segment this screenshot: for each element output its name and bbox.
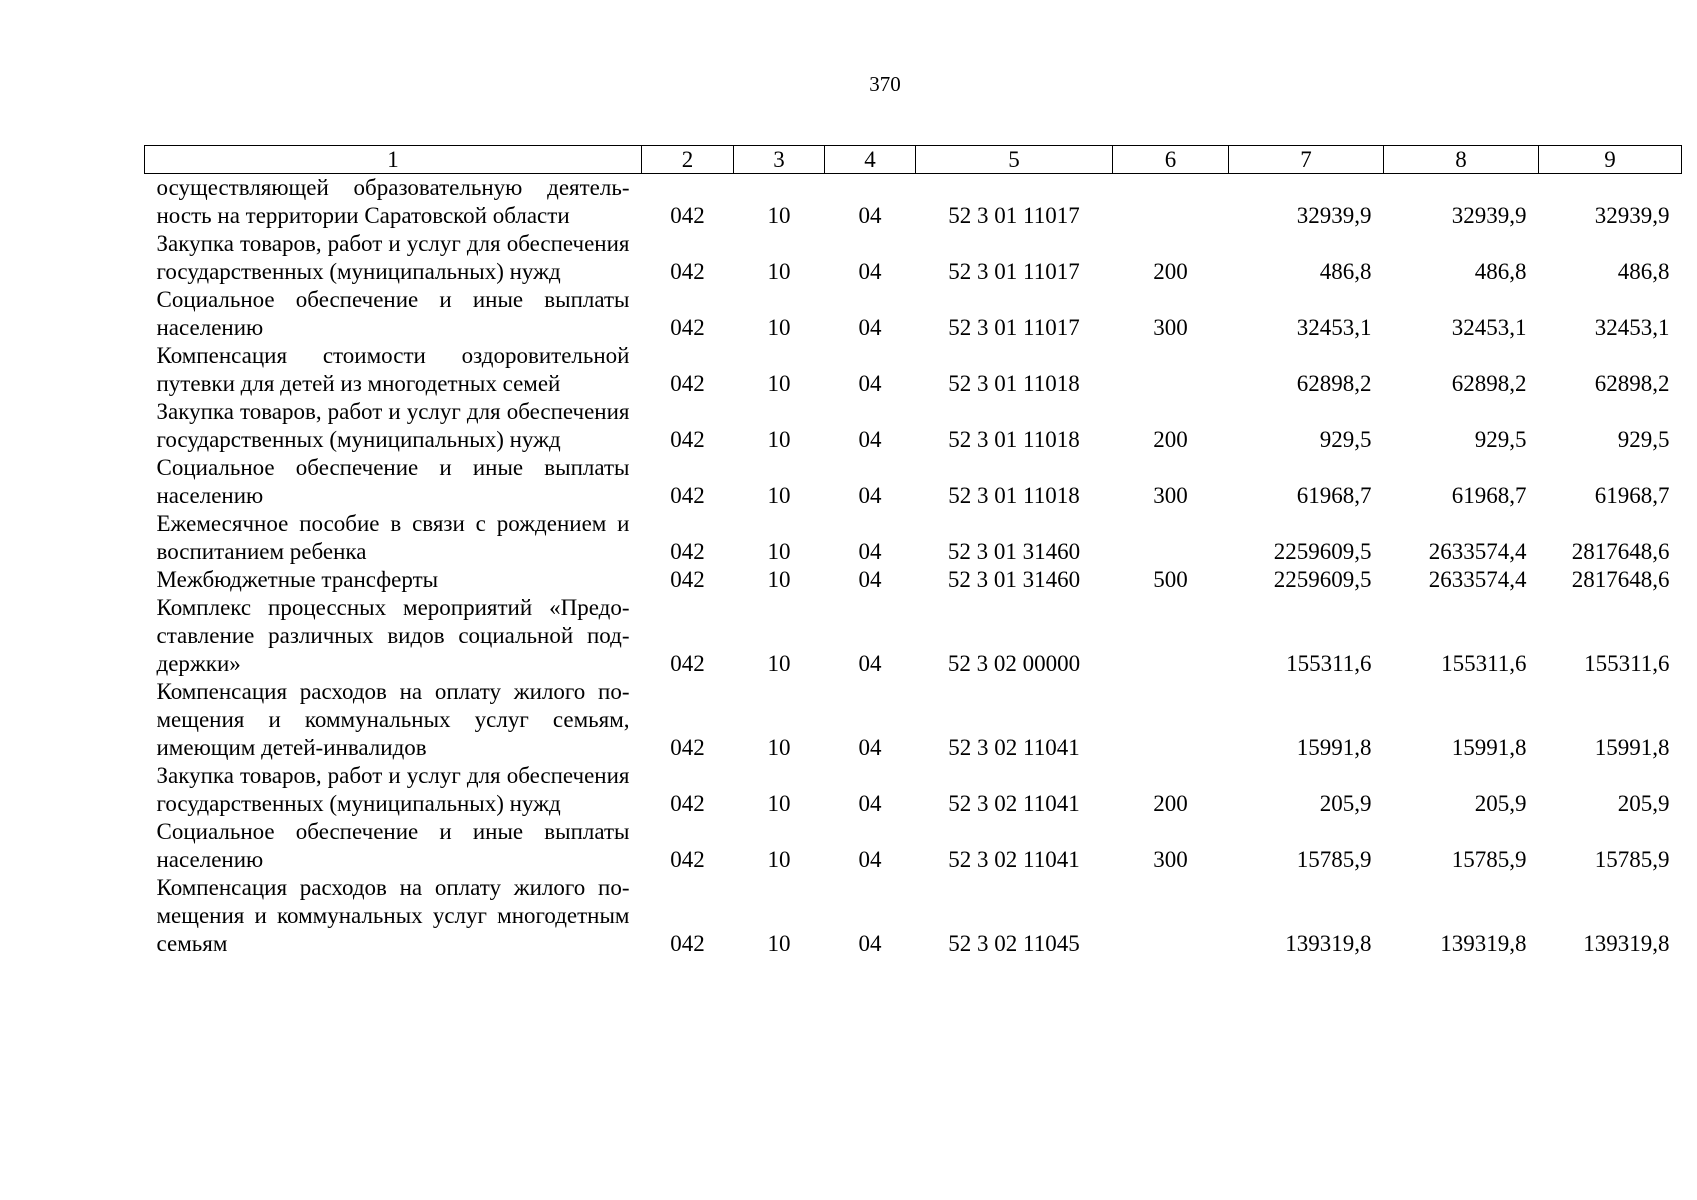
row-section-code: 10 xyxy=(767,791,791,816)
row-target-article: 52 3 01 11017 xyxy=(948,259,1080,284)
row-amount-year-3: 929,5 xyxy=(1617,427,1670,452)
row-amount-year-3: 61968,7 xyxy=(1594,483,1670,508)
row-target-article: 52 3 02 11041 xyxy=(948,847,1080,872)
row-amount-year-2: 139319,8 xyxy=(1440,931,1527,956)
table-row xyxy=(145,510,1682,566)
row-amount-year-1: 32939,9 xyxy=(1296,203,1372,228)
row-amount-year-1: 205,9 xyxy=(1319,791,1372,816)
row-expense-type: 500 xyxy=(1153,567,1188,592)
row-section-code: 10 xyxy=(767,427,791,452)
row-amount-year-1: 61968,7 xyxy=(1296,483,1372,508)
row-amount-year-3: 15991,8 xyxy=(1594,735,1670,760)
row-section-code: 10 xyxy=(767,203,791,228)
row-amount-year-2: 32939,9 xyxy=(1451,203,1527,228)
row-ved-code: 042 xyxy=(670,427,705,452)
row-ved-code: 042 xyxy=(670,539,705,564)
row-subsection-code: 04 xyxy=(858,567,882,592)
row-amount-year-3: 2817648,6 xyxy=(1571,567,1670,592)
row-section-code: 10 xyxy=(767,315,791,340)
row-target-article: 52 3 01 11017 xyxy=(948,203,1080,228)
row-ved-code: 042 xyxy=(670,735,705,760)
row-section-code: 10 xyxy=(767,371,791,396)
row-amount-year-1: 32453,1 xyxy=(1296,315,1372,340)
row-expense-type: 200 xyxy=(1153,427,1188,452)
row-amount-year-2: 15991,8 xyxy=(1451,735,1527,760)
row-amount-year-1: 929,5 xyxy=(1319,427,1372,452)
row-target-article: 52 3 02 00000 xyxy=(947,651,1081,676)
row-target-article: 52 3 01 11018 xyxy=(948,371,1080,396)
row-amount-year-1: 15991,8 xyxy=(1296,735,1372,760)
row-section-code: 10 xyxy=(767,259,791,284)
row-expense-type: 200 xyxy=(1153,259,1188,284)
row-subsection-code: 04 xyxy=(858,427,882,452)
table-row xyxy=(145,566,1682,594)
header-col-2: 2 xyxy=(642,146,734,174)
row-amount-year-3: 155311,6 xyxy=(1584,651,1670,676)
budget-table xyxy=(144,145,1682,958)
row-ved-code: 042 xyxy=(670,651,705,676)
row-amount-year-1: 15785,9 xyxy=(1296,847,1372,872)
row-section-code: 10 xyxy=(767,931,791,956)
row-subsection-code: 04 xyxy=(858,735,882,760)
header-col-3: 3 xyxy=(734,146,825,174)
row-name: Комплекс процессных мероприятий «Предоставление различных видов социальной поддержки» xyxy=(156,595,630,676)
header-col-5: 5 xyxy=(916,146,1113,174)
row-name: Компенсация стоимости оздоровительной путевки для детей из многодетных семей xyxy=(156,343,630,396)
row-target-article: 52 3 02 11041 xyxy=(948,791,1080,816)
row-amount-year-2: 62898,2 xyxy=(1451,371,1527,396)
row-name: Компенсация расходов на оплату жилого помещения и коммунальных услуг семьям, имеющим детей-инвалидов xyxy=(156,679,630,760)
page-number: 370 xyxy=(869,72,901,96)
table-row xyxy=(145,174,1682,231)
row-section-code: 10 xyxy=(767,567,791,592)
row-amount-year-2: 205,9 xyxy=(1474,791,1527,816)
row-ved-code: 042 xyxy=(670,259,705,284)
header-col-1: 1 xyxy=(145,146,642,174)
row-expense-type xyxy=(1113,594,1229,678)
row-amount-year-2: 155311,6 xyxy=(1441,651,1527,676)
row-subsection-code: 04 xyxy=(858,203,882,228)
row-amount-year-3: 62898,2 xyxy=(1594,371,1670,396)
row-ved-code: 042 xyxy=(670,567,705,592)
row-amount-year-2: 61968,7 xyxy=(1451,483,1527,508)
row-name: Закупка товаров, работ и услуг для обеспечения государственных (муниципальных) нужд xyxy=(156,399,630,452)
row-amount-year-3: 2817648,6 xyxy=(1571,539,1670,564)
row-section-code: 10 xyxy=(767,483,791,508)
row-section-code: 10 xyxy=(767,651,791,676)
table-body xyxy=(145,174,1682,959)
row-subsection-code: 04 xyxy=(858,651,882,676)
row-amount-year-3: 486,8 xyxy=(1617,259,1670,284)
header-col-8: 8 xyxy=(1384,146,1539,174)
table-row xyxy=(145,678,1682,762)
row-amount-year-1: 62898,2 xyxy=(1296,371,1372,396)
row-section-code: 10 xyxy=(767,735,791,760)
row-amount-year-3: 15785,9 xyxy=(1594,847,1670,872)
row-amount-year-1: 2259609,5 xyxy=(1273,567,1372,592)
table-row xyxy=(145,398,1682,454)
row-expense-type: 300 xyxy=(1153,847,1188,872)
row-amount-year-3: 32939,9 xyxy=(1594,203,1670,228)
row-target-article: 52 3 01 31460 xyxy=(947,567,1081,592)
row-amount-year-3: 32453,1 xyxy=(1594,315,1670,340)
row-name: Социальное обеспечение и иные выплаты населению xyxy=(156,455,630,508)
table-row xyxy=(145,286,1682,342)
row-expense-type: 200 xyxy=(1153,791,1188,816)
row-amount-year-1: 2259609,5 xyxy=(1273,539,1372,564)
row-ved-code: 042 xyxy=(670,931,705,956)
row-name: осуществляющей образовательную деятельность на территории Саратовской области xyxy=(156,175,630,228)
header-row xyxy=(145,146,1682,174)
table-row xyxy=(145,594,1682,678)
row-amount-year-1: 139319,8 xyxy=(1285,931,1372,956)
row-ved-code: 042 xyxy=(670,847,705,872)
row-amount-year-3: 205,9 xyxy=(1617,791,1670,816)
table-header xyxy=(145,146,1682,174)
row-name: Межбюджетные трансферты xyxy=(156,567,439,592)
row-target-article: 52 3 01 11018 xyxy=(948,427,1080,452)
table-row xyxy=(145,818,1682,874)
row-subsection-code: 04 xyxy=(858,791,882,816)
row-expense-type: 300 xyxy=(1153,315,1188,340)
row-ved-code: 042 xyxy=(670,483,705,508)
row-name: Социальное обеспечение и иные выплаты населению xyxy=(156,287,630,340)
row-amount-year-1: 155311,6 xyxy=(1286,651,1372,676)
row-amount-year-2: 929,5 xyxy=(1474,427,1527,452)
row-amount-year-2: 2633574,4 xyxy=(1428,567,1527,592)
row-target-article: 52 3 01 11018 xyxy=(948,483,1080,508)
row-name: Закупка товаров, работ и услуг для обеспечения государственных (муниципальных) нужд xyxy=(156,231,630,284)
row-amount-year-2: 32453,1 xyxy=(1451,315,1527,340)
row-expense-type xyxy=(1113,678,1229,762)
row-amount-year-2: 2633574,4 xyxy=(1428,539,1527,564)
table-row xyxy=(145,342,1682,398)
row-ved-code: 042 xyxy=(670,315,705,340)
row-name: Закупка товаров, работ и услуг для обеспечения государственных (муниципальных) нужд xyxy=(156,763,630,816)
row-subsection-code: 04 xyxy=(858,259,882,284)
row-ved-code: 042 xyxy=(670,203,705,228)
header-col-6: 6 xyxy=(1113,146,1229,174)
row-expense-type xyxy=(1113,174,1229,231)
header-col-7: 7 xyxy=(1229,146,1384,174)
row-expense-type xyxy=(1113,342,1229,398)
row-target-article: 52 3 01 11017 xyxy=(948,315,1080,340)
row-subsection-code: 04 xyxy=(858,315,882,340)
row-ved-code: 042 xyxy=(670,791,705,816)
row-subsection-code: 04 xyxy=(858,931,882,956)
row-name: Социальное обеспечение и иные выплаты населению xyxy=(156,819,630,872)
table-row xyxy=(145,762,1682,818)
row-expense-type: 300 xyxy=(1153,483,1188,508)
table-row xyxy=(145,874,1682,958)
table-row xyxy=(145,230,1682,286)
row-amount-year-2: 486,8 xyxy=(1474,259,1527,284)
header-col-4: 4 xyxy=(825,146,916,174)
row-subsection-code: 04 xyxy=(858,371,882,396)
row-amount-year-3: 139319,8 xyxy=(1583,931,1670,956)
row-subsection-code: 04 xyxy=(858,539,882,564)
row-section-code: 10 xyxy=(767,847,791,872)
row-expense-type xyxy=(1113,510,1229,566)
row-subsection-code: 04 xyxy=(858,483,882,508)
row-name: Ежемесячное пособие в связи с рождением и воспитанием ребенка xyxy=(156,511,630,564)
row-target-article: 52 3 01 31460 xyxy=(947,539,1081,564)
header-col-9: 9 xyxy=(1539,146,1682,174)
row-section-code: 10 xyxy=(767,539,791,564)
row-amount-year-1: 486,8 xyxy=(1319,259,1372,284)
row-target-article: 52 3 02 11041 xyxy=(948,735,1080,760)
row-expense-type xyxy=(1113,874,1229,958)
row-subsection-code: 04 xyxy=(858,847,882,872)
row-target-article: 52 3 02 11045 xyxy=(948,931,1080,956)
row-amount-year-2: 15785,9 xyxy=(1451,847,1527,872)
table-row xyxy=(145,454,1682,510)
row-ved-code: 042 xyxy=(670,371,705,396)
row-name: Компенсация расходов на оплату жилого помещения и коммунальных услуг многодетным семьям xyxy=(156,875,630,956)
